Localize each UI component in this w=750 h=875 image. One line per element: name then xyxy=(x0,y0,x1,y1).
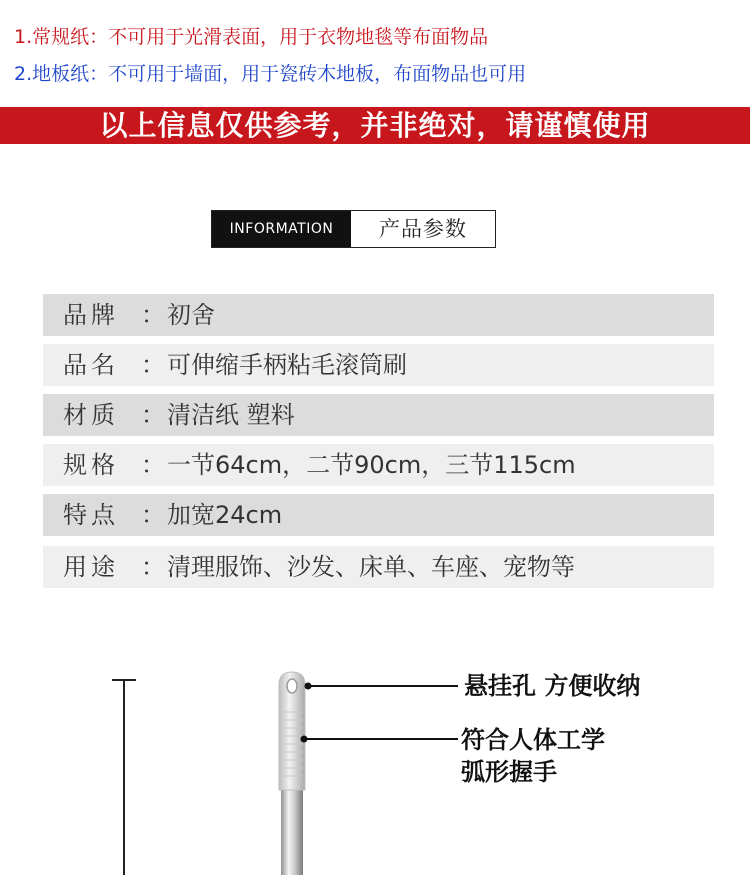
info-header-en: INFORMATION xyxy=(212,211,351,247)
spec-row-usage xyxy=(43,546,714,588)
handle-icon xyxy=(279,672,305,875)
callout-leader-lines xyxy=(301,683,459,743)
disclaimer-banner: 以上信息仅供参考，并非绝对，请谨慎使用 xyxy=(0,107,750,144)
note-regular-paper: 1.常规纸：不可用于光滑表面，用于衣物地毯等布面物品 xyxy=(14,26,489,48)
spec-label: 规格 xyxy=(63,451,119,479)
spec-label: 用途 xyxy=(63,553,119,581)
info-header-zh: 产品参数 xyxy=(379,217,467,241)
hang-hole-icon xyxy=(287,679,297,693)
spec-label: 材质 xyxy=(63,401,119,429)
spec-row-name xyxy=(43,344,714,386)
spec-row-feature xyxy=(43,494,714,536)
callout-grip-line1: 符合人体工学 xyxy=(461,726,605,754)
spec-row-size xyxy=(43,444,714,486)
length-dimension-line xyxy=(112,680,136,875)
spec-value: 清理服饰、沙发、床单、车座、宠物等 xyxy=(167,553,575,581)
note-floor-paper: 2.地板纸：不可用于墙面，用于瓷砖木地板，布面物品也可用 xyxy=(14,63,527,85)
spec-value: 加宽24cm xyxy=(167,501,283,529)
spec-row-brand xyxy=(43,294,714,336)
spec-colon: ： xyxy=(141,501,165,529)
spec-value: 可伸缩手柄粘毛滚筒刷 xyxy=(167,351,407,379)
callout-hang-hole: 悬挂孔 方便收纳 xyxy=(464,672,641,700)
spec-colon: ： xyxy=(141,451,165,479)
callout-grip-line2: 弧形握手 xyxy=(461,758,557,786)
spec-value: 一节64cm，二节90cm，三节115cm xyxy=(167,451,576,479)
spec-row-material xyxy=(43,394,714,436)
spec-label: 特点 xyxy=(63,501,119,529)
spec-label: 品牌 xyxy=(63,301,119,329)
spec-value: 清洁纸 塑料 xyxy=(167,401,295,429)
spec-colon: ： xyxy=(141,401,165,429)
spec-colon: ： xyxy=(141,301,165,329)
spec-colon: ： xyxy=(141,351,165,379)
info-header xyxy=(211,210,496,248)
spec-value: 初舍 xyxy=(167,301,215,329)
spec-colon: ： xyxy=(141,553,165,581)
spec-label: 品名 xyxy=(63,351,119,379)
